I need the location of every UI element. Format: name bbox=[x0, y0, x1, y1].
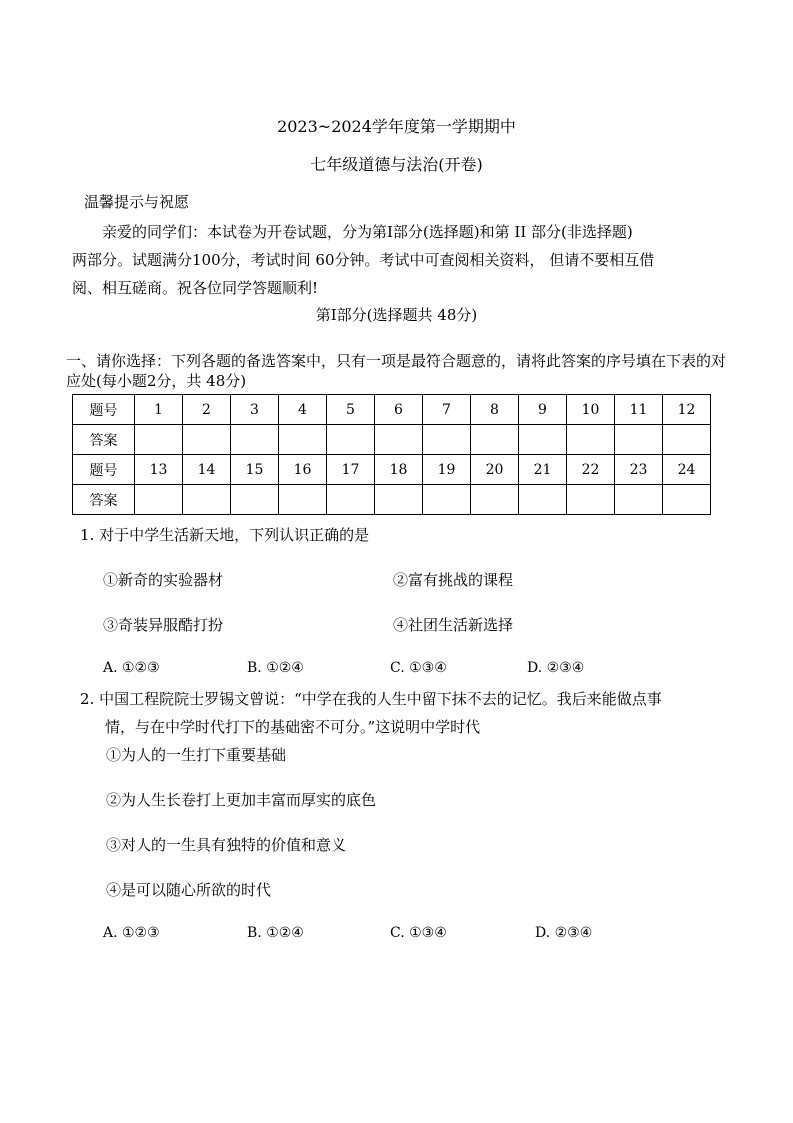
question-2-choice-a: A. ①②③ bbox=[103, 925, 160, 941]
question-number-cell: 19 bbox=[423, 455, 471, 485]
answer-cell[interactable] bbox=[519, 485, 567, 515]
row-label-number: 题号 bbox=[73, 395, 135, 425]
question-number-cell: 16 bbox=[279, 455, 327, 485]
question-2-option-3: ③对人的一生具有独特的价值和意义 bbox=[106, 836, 347, 854]
question-1-choice-a: A. ①②③ bbox=[103, 660, 160, 676]
question-1-choice-c: C. ①③④ bbox=[390, 660, 447, 676]
answer-cell[interactable] bbox=[183, 485, 231, 515]
question-number-cell: 15 bbox=[231, 455, 279, 485]
section1-instruction: 一、请你选择：下列各题的备选答案中，只有一项是最符合题意的，请将此答案的序号填在下表的对应处(每小题2分，共 48分) bbox=[66, 352, 727, 390]
question-2-choice-d: D. ②③④ bbox=[535, 925, 593, 941]
question-number-cell: 5 bbox=[327, 395, 375, 425]
answer-cell[interactable] bbox=[231, 485, 279, 515]
answer-table bbox=[72, 394, 711, 515]
question-1-choice-d: D. ②③④ bbox=[527, 660, 585, 676]
exam-subtitle: 七年级道德与法治(开卷) bbox=[310, 155, 483, 174]
tips-heading: 温馨提示与祝愿 bbox=[84, 193, 190, 211]
answer-cell[interactable] bbox=[471, 425, 519, 455]
question-1-choice-b: B. ①②④ bbox=[247, 660, 304, 676]
tips-text-line2: 两部分。试题满分100分，考试时间 60分钟。考试中可查阅相关资料， 但请不要相互借 bbox=[72, 251, 655, 269]
answer-cell[interactable] bbox=[135, 485, 183, 515]
question-number-cell: 21 bbox=[519, 455, 567, 485]
question-number-cell: 23 bbox=[615, 455, 663, 485]
question-number-cell: 2 bbox=[183, 395, 231, 425]
question-2-choice-b: B. ①②④ bbox=[247, 925, 304, 941]
row-label-answer: 答案 bbox=[73, 485, 135, 515]
answer-cell[interactable] bbox=[615, 425, 663, 455]
question-2-option-4: ④是可以随心所欲的时代 bbox=[106, 881, 272, 899]
answer-cell[interactable] bbox=[135, 425, 183, 455]
question-number-cell: 11 bbox=[615, 395, 663, 425]
question-number-cell: 4 bbox=[279, 395, 327, 425]
answer-cell[interactable] bbox=[615, 485, 663, 515]
row-label-number: 题号 bbox=[73, 455, 135, 485]
question-number-cell: 10 bbox=[567, 395, 615, 425]
question-1-option-1: ①新奇的实验器材 bbox=[103, 571, 224, 589]
question-2-option-2: ②为人生长卷打上更加丰富而厚实的底色 bbox=[106, 791, 377, 809]
question-2-option-1: ①为人的一生打下重要基础 bbox=[106, 746, 287, 764]
answer-cell[interactable] bbox=[375, 485, 423, 515]
question-2-choice-c: C. ①③④ bbox=[390, 925, 447, 941]
answer-cell[interactable] bbox=[279, 485, 327, 515]
answer-cell[interactable] bbox=[375, 425, 423, 455]
question-number-cell: 20 bbox=[471, 455, 519, 485]
question-number-cell: 13 bbox=[135, 455, 183, 485]
question-2-stem-line1: 2. 中国工程院院士罗锡文曾说：“中学在我的人生中留下抹不去的记忆。我后来能做点事 bbox=[80, 690, 662, 708]
answer-cell[interactable] bbox=[279, 425, 327, 455]
row-label-answer: 答案 bbox=[73, 425, 135, 455]
question-number-cell: 12 bbox=[663, 395, 711, 425]
exam-title: 2023~2024学年度第一学期期中 bbox=[277, 117, 516, 136]
answer-cell[interactable] bbox=[423, 425, 471, 455]
answer-cell[interactable] bbox=[231, 425, 279, 455]
table-row bbox=[73, 455, 711, 485]
table-row bbox=[73, 425, 711, 455]
answer-cell[interactable] bbox=[567, 425, 615, 455]
question-number-cell: 8 bbox=[471, 395, 519, 425]
question-number-cell: 9 bbox=[519, 395, 567, 425]
question-number-cell: 3 bbox=[231, 395, 279, 425]
question-number-cell: 6 bbox=[375, 395, 423, 425]
table-row bbox=[73, 485, 711, 515]
question-number-cell: 1 bbox=[135, 395, 183, 425]
answer-cell[interactable] bbox=[471, 485, 519, 515]
question-number-cell: 22 bbox=[567, 455, 615, 485]
answer-cell[interactable] bbox=[327, 485, 375, 515]
part1-title: 第Ⅰ部分(选择题共 48分) bbox=[315, 306, 478, 324]
answer-cell[interactable] bbox=[567, 485, 615, 515]
question-2-stem-line2: 情，与在中学时代打下的基础密不可分。”这说明中学时代 bbox=[105, 718, 481, 736]
question-number-cell: 14 bbox=[183, 455, 231, 485]
question-number-cell: 24 bbox=[663, 455, 711, 485]
question-number-cell: 18 bbox=[375, 455, 423, 485]
answer-cell[interactable] bbox=[183, 425, 231, 455]
question-number-cell: 17 bbox=[327, 455, 375, 485]
tips-text-line3: 阅、相互磋商。祝各位同学答题顺利! bbox=[72, 279, 319, 297]
answer-cell[interactable] bbox=[663, 425, 711, 455]
tips-text-line1: 亲爱的同学们：本试卷为开卷试题，分为第Ⅰ部分(选择题)和第 II 部分(非选择题) bbox=[102, 223, 633, 241]
answer-cell[interactable] bbox=[423, 485, 471, 515]
question-number-cell: 7 bbox=[423, 395, 471, 425]
tips-text bbox=[72, 218, 712, 302]
answer-cell[interactable] bbox=[327, 425, 375, 455]
question-1-option-4: ④社团生活新选择 bbox=[393, 616, 514, 634]
question-1-option-2: ②富有挑战的课程 bbox=[393, 571, 514, 589]
table-row bbox=[73, 395, 711, 425]
answer-cell[interactable] bbox=[519, 425, 567, 455]
answer-cell[interactable] bbox=[663, 485, 711, 515]
question-1-stem: 1. 对于中学生活新天地，下列认识正确的是 bbox=[80, 526, 370, 544]
question-1-option-3: ③奇装异服酷打扮 bbox=[103, 616, 224, 634]
